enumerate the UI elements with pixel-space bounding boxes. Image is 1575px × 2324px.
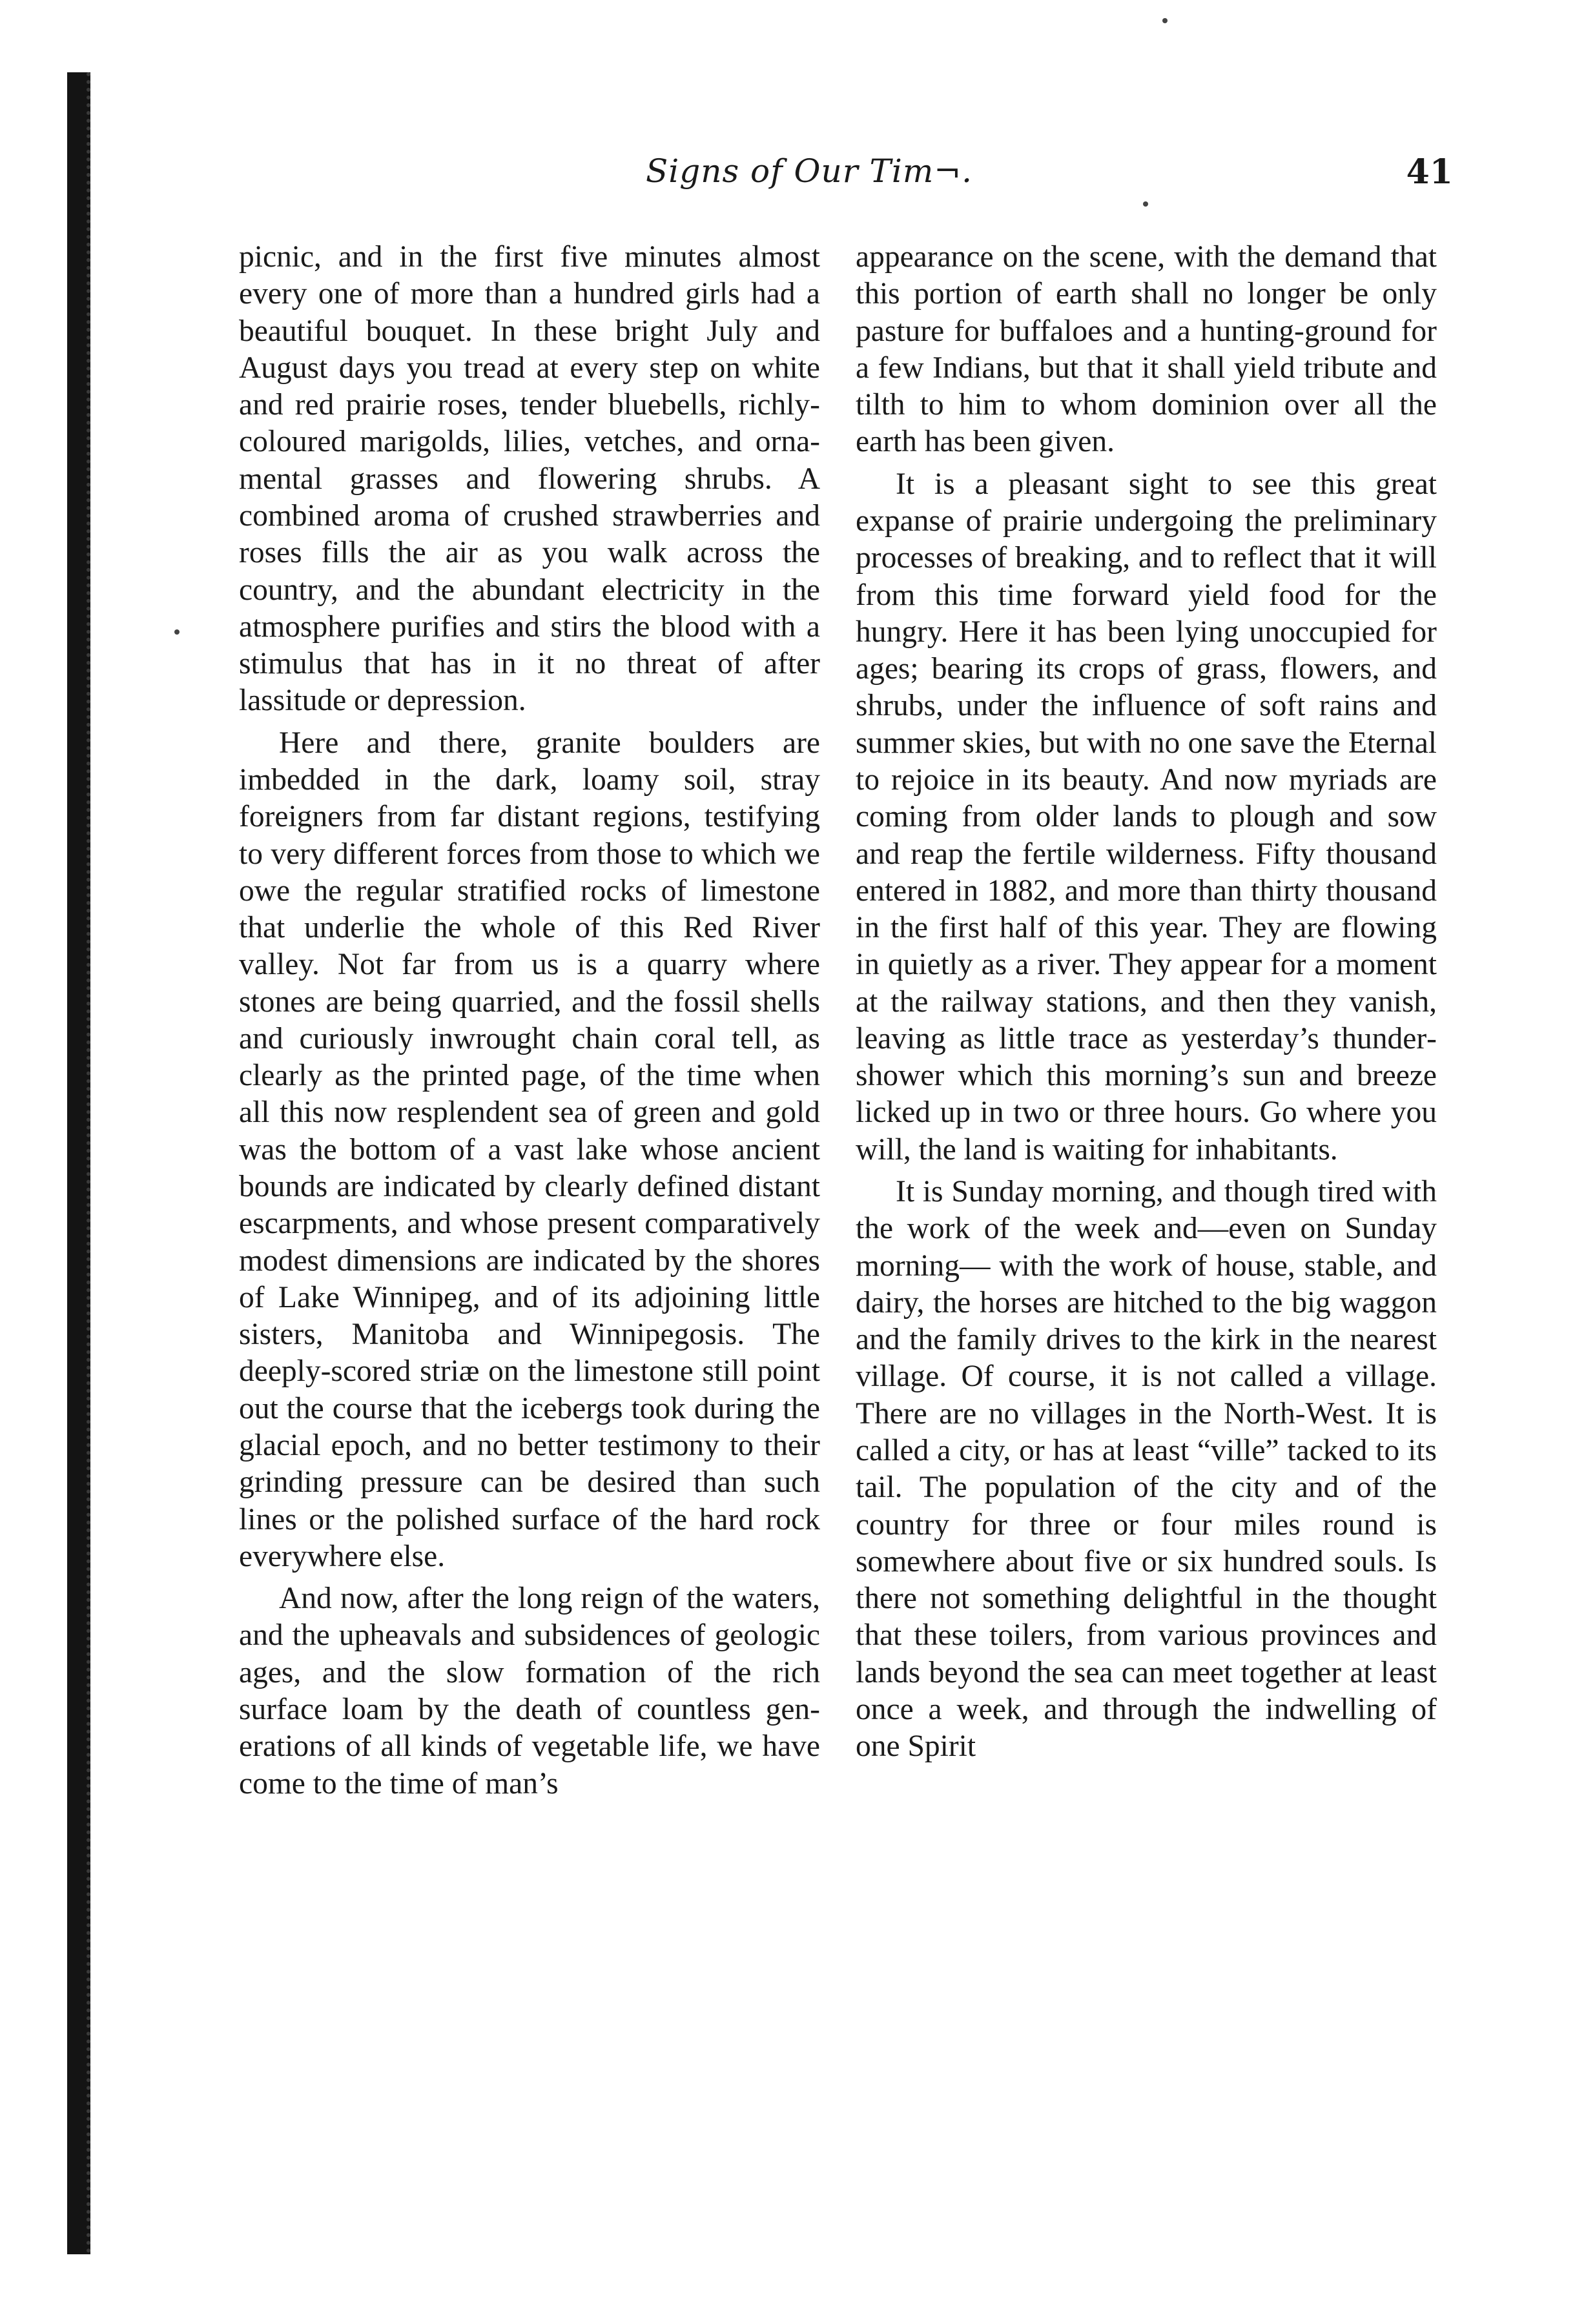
page-number: 41 [1406, 152, 1453, 192]
paragraph: And now, after the long reign of the waters, and the upheavals and subsidences of geologic ages, and the slow formation of the rich surface loam by the death of countless generations of all kinds of vegetable life, we have come to the time of man’s [239, 1582, 820, 1800]
stray-ink-mark [174, 629, 180, 635]
left-column [239, 239, 820, 2143]
paragraph: picnic, and in the first five minutes almost every one of more than a hundred girls had a beautiful bouquet. In these bright July and August days you tread at every step on white and red prairie roses, tender bluebells, richly-coloured marigolds, lilies, vetches, and ornamental grasses and flowering shrubs. A combined aroma of crushed strawberries and roses fills the air as you walk across the country, and the abundant electricity in the atmosphere purifies and stirs the blood with a stimulus that has in it no threat of after lassitude or depression. [239, 240, 820, 718]
running-title: Signs of Our Tim¬. [646, 152, 973, 190]
stray-ink-mark [1162, 18, 1168, 23]
paragraph: It is a pleasant sight to see this great expanse of prairie undergoing the preliminary processes of breaking, and to reflect that it will from this time forward yield food for the hungry. Here it has been lying unoccupied for ages; bearing its crops of grass, flowers, and shrubs, under the influence of soft rains and summer skies, but with no one save the Eternal to rejoice in its beauty. And now myriads are coming from older lands to plough and sow and reap the fertile wilderness. Fifty thousand entered in 1882, and more than thirty thousand in the first half of this year. They are flowing in quietly as a river. They appear for a moment at the railway stations, and then they vanish, leaving as little trace as yesterday’s thundershower which this morning’s sun and breeze licked up in two or three hours. Go where you will, the land is waiting for inhabitants. [856, 467, 1437, 1167]
paragraph: appearance on the scene, with the demand that this portion of earth shall no longer be only pasture for buffaloes and a hunting-ground for a few Indians, but that it shall yield tribute and tilth to him to whom dominion over all the earth has been given. [856, 240, 1437, 459]
scan-binding-edge [67, 72, 90, 2254]
paragraph: Here and there, granite boulders are imbedded in the dark, loamy soil, stray foreigners from far distant regions, testifying to very different forces from those to which we owe the regular stratified rocks of limestone that underlie the whole of this Red River valley. Not far from us is a quarry where stones are being quarried, and the fossil shells and curiously inwrought chain coral tell, as clearly as the printed page, of the time when all this now resplendent sea of green and gold was the bottom of a vast lake whose ancient bounds are indicated by clearly defined distant escarpments, and whose present comparatively modest dimensions are indicated by the shores of Lake Winnipeg, and of its adjoining little sisters, Manitoba and Winnipegosis. The deeply-scored striæ on the limestone still point out the course that the icebergs took during the glacial epoch, and no better testimony to their grinding pressure can be desired than such lines or the polished surface of the hard rock everywhere else. [239, 726, 820, 1573]
right-column [856, 239, 1437, 2143]
paragraph: It is Sunday morning, and though tired with the work of the week and—even on Sunday morning— with the work of house, stable, and dairy, the horses are hitched to the big waggon and the family drives to the kirk in the nearest village. Of course, it is not called a village. There are no villages in the North-West. It is called a city, or has at least “ville” tacked to its tail. The population of the city and of the country for three or four miles round is somewhere about five or six hundred souls. Is there not something delightful in the thought that these toilers, from various provinces and lands beyond the sea can meet together at least once a week, and through the indwelling of one Spirit [856, 1175, 1437, 1764]
stray-ink-mark [1143, 201, 1148, 207]
